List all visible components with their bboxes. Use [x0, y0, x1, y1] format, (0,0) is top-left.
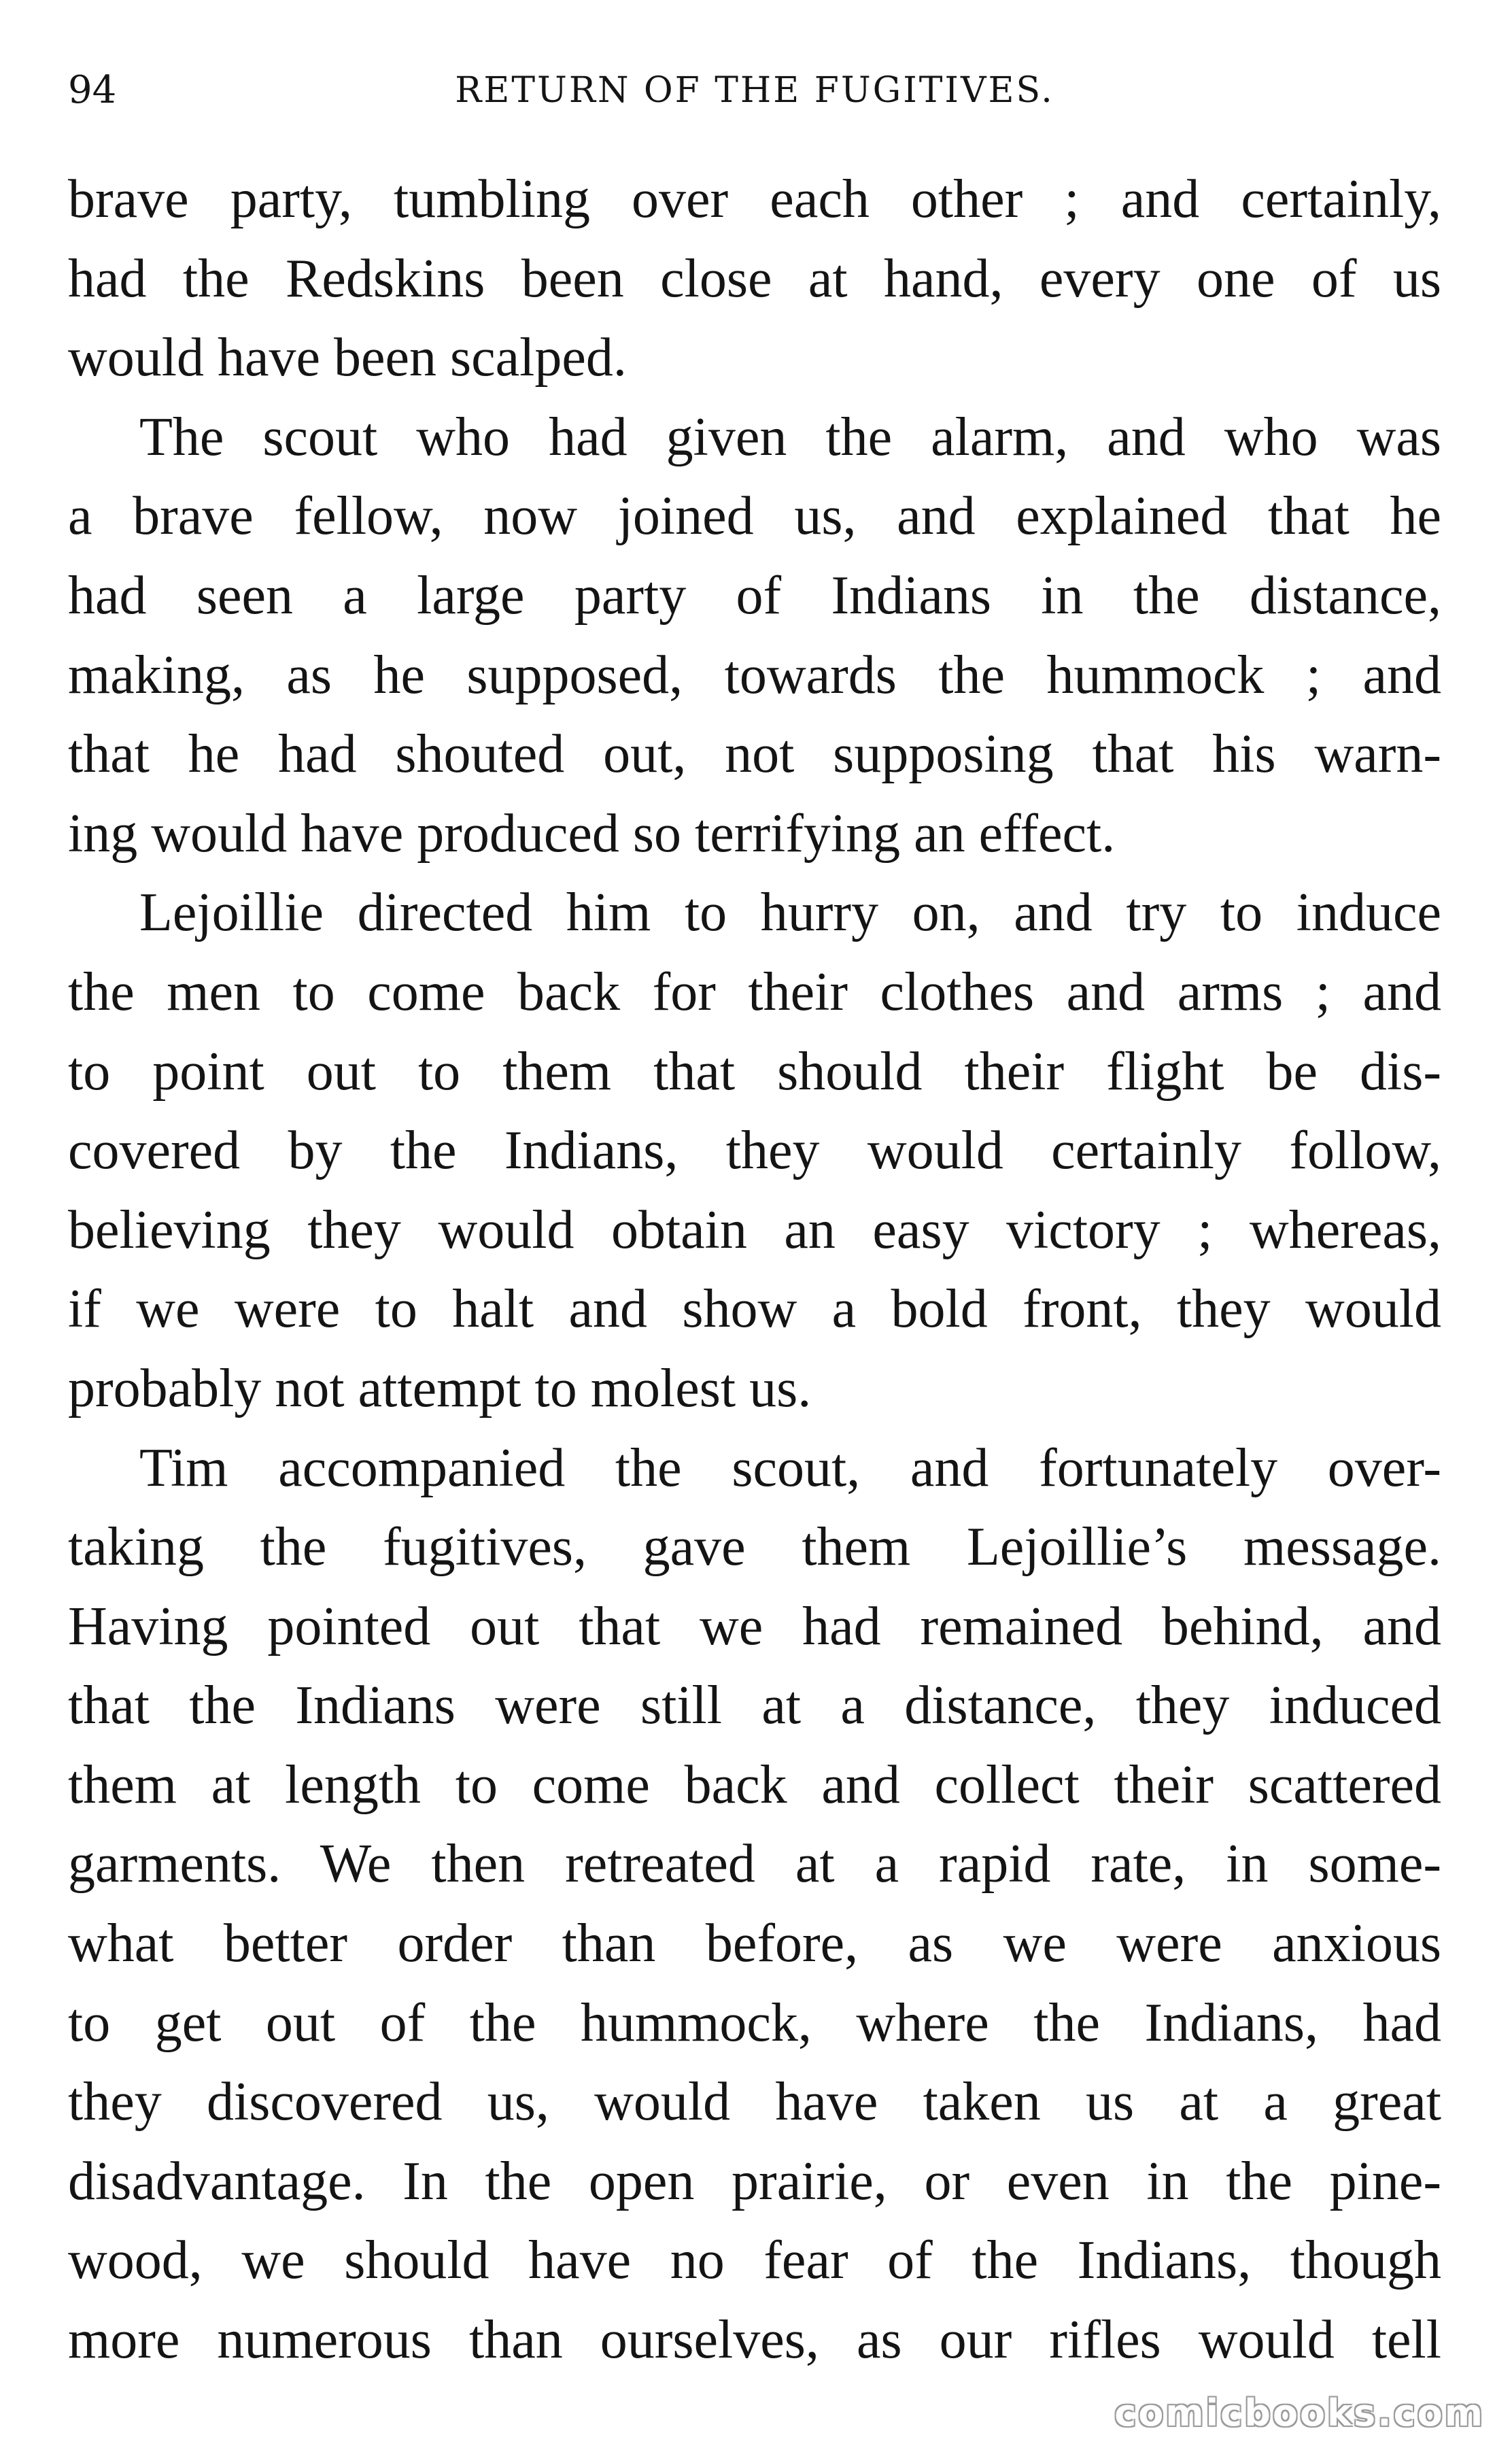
- text-line: had the Redskins been close at hand, every one of us: [68, 248, 1441, 309]
- text-line: wood, we should have no fear of the Indians, though: [68, 2230, 1441, 2291]
- text-line: ing would have produced so terrifying an effect.: [68, 803, 1116, 864]
- running-title: RETURN OF THE FUGITIVES.: [455, 70, 1054, 111]
- text-line: what better order than before, as we were anxious: [68, 1914, 1441, 1974]
- text-line: the men to come back for their clothes and arms ; and: [68, 962, 1441, 1022]
- running-head: [68, 60, 1441, 121]
- text-line: more numerous than ourselves, as our rifles would tell: [68, 2310, 1441, 2370]
- text-line: that the Indians were still at a distance, they induced: [68, 1676, 1441, 1736]
- watermark: comicbooks.com: [1114, 2392, 1485, 2434]
- text-line: taking the fugitives, gave them Lejoillie’s message.: [68, 1517, 1441, 1578]
- text-line: that he had shouted out, not supposing that his warn-: [68, 724, 1441, 785]
- text-line: making, as he supposed, towards the hummock ; and: [68, 645, 1441, 705]
- text-line: to get out of the hummock, where the Indians, had: [68, 1992, 1441, 2053]
- text-line: had seen a large party of Indians in the distance,: [68, 565, 1441, 626]
- text-line: to point out to them that should their flight be dis-: [68, 1041, 1441, 1102]
- text-line: they discovered us, would have taken us at a great: [68, 2072, 1441, 2132]
- text-line: Lejoillie directed him to hurry on, and try to induce: [139, 883, 1441, 943]
- text-line: Having pointed out that we had remained behind, and: [68, 1596, 1441, 1656]
- text-line: them at length to come back and collect their scattered: [68, 1754, 1441, 1815]
- text-line: a brave fellow, now joined us, and explained that he: [68, 486, 1441, 547]
- text-line: believing they would obtain an easy victory ; whereas,: [68, 1200, 1441, 1260]
- text-line: The scout who had given the alarm, and who was: [139, 407, 1441, 467]
- text-line: disadvantage. In the open prairie, or even in the pine-: [68, 2151, 1441, 2211]
- text-line: would have been scalped.: [68, 328, 627, 388]
- text-line: Tim accompanied the scout, and fortunately over-: [139, 1438, 1441, 1498]
- text-line: covered by the Indians, they would certainly follow,: [68, 1121, 1441, 1181]
- text-line: probably not attempt to molest us.: [68, 1358, 812, 1418]
- text-line: garments. We then retreated at a rapid rate, in some-: [68, 1834, 1441, 1894]
- text-line: brave party, tumbling over each other ; and certainly,: [68, 169, 1441, 229]
- text-line: if we were to halt and show a bold front, they would: [68, 1279, 1441, 1340]
- body-text: [68, 160, 1441, 2380]
- page-number: 94: [68, 68, 117, 112]
